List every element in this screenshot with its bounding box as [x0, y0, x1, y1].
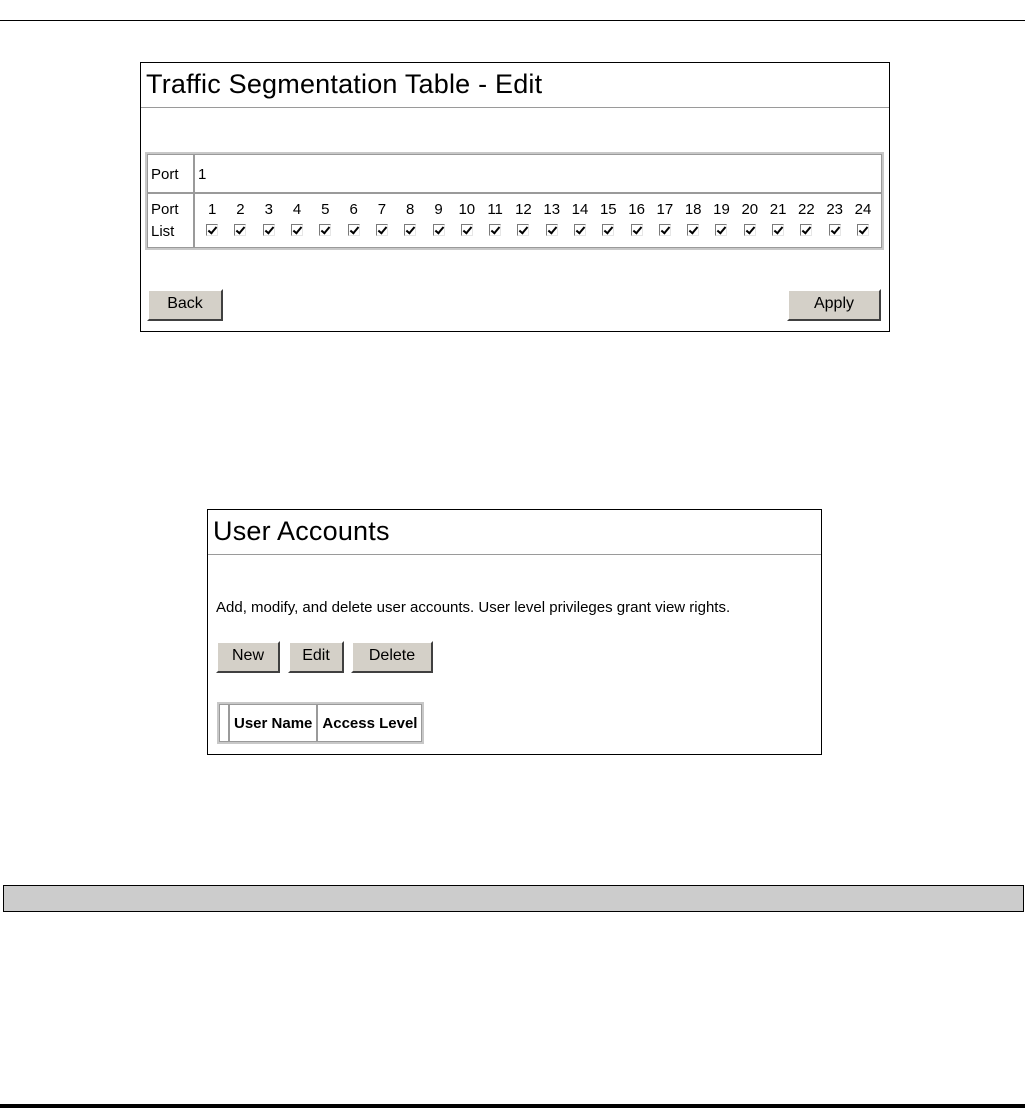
- back-button[interactable]: Back: [147, 289, 223, 321]
- port-number: 22: [798, 201, 815, 218]
- port-column: [396, 199, 424, 247]
- port-column: [622, 199, 650, 247]
- port-column: [339, 199, 367, 247]
- table-row: [147, 154, 882, 193]
- port-list-label-line1: Port: [151, 201, 179, 218]
- port-checkbox[interactable]: [772, 224, 784, 236]
- port-column: [764, 199, 792, 247]
- port-number: 24: [854, 201, 872, 218]
- delete-button[interactable]: Delete: [351, 641, 433, 673]
- port-number: 11: [487, 201, 503, 218]
- port-checkbox[interactable]: [376, 224, 388, 236]
- port-column: [538, 199, 566, 247]
- port-checkbox[interactable]: [715, 224, 727, 236]
- port-number: 13: [543, 201, 561, 218]
- port-value: 1: [194, 154, 882, 193]
- port-checkbox[interactable]: [659, 224, 671, 236]
- port-list-label-line2: List: [151, 223, 175, 240]
- port-column: [821, 199, 849, 247]
- port-number: 12: [515, 201, 532, 218]
- port-checkbox[interactable]: [744, 224, 756, 236]
- port-column: [424, 199, 452, 247]
- port-number: 2: [236, 201, 245, 218]
- port-checkbox[interactable]: [234, 224, 246, 236]
- port-column: [255, 199, 283, 247]
- port-column: [792, 199, 820, 247]
- port-column: [453, 199, 481, 247]
- select-column-header: [219, 704, 229, 742]
- port-number: 6: [349, 201, 358, 218]
- port-column: [311, 199, 339, 247]
- port-number: 19: [713, 201, 730, 218]
- top-rule: [0, 20, 1025, 21]
- port-number: 10: [458, 201, 476, 218]
- port-number: 3: [264, 201, 273, 218]
- column-header-user-name: User Name: [229, 704, 317, 742]
- traffic-segmentation-panel: [140, 62, 890, 332]
- port-column: [594, 199, 622, 247]
- user-accounts-panel: [207, 509, 822, 755]
- port-column: [566, 199, 594, 247]
- title-divider: [141, 107, 889, 109]
- port-checkbox[interactable]: [433, 224, 445, 236]
- port-checkbox[interactable]: [206, 224, 218, 236]
- apply-button[interactable]: Apply: [787, 289, 881, 321]
- port-checkbox[interactable]: [687, 224, 699, 236]
- port-column: [198, 199, 226, 247]
- table-row: [147, 193, 882, 248]
- port-number: 8: [406, 201, 415, 218]
- port-column: [651, 199, 679, 247]
- new-button[interactable]: New: [216, 641, 280, 673]
- port-number: 5: [321, 201, 330, 218]
- description-text: Add, modify, and delete user accounts. User level privileges grant view rights.: [216, 599, 731, 616]
- port-checkbox[interactable]: [263, 224, 275, 236]
- port-checkbox[interactable]: [517, 224, 529, 236]
- port-label: Port: [147, 154, 194, 193]
- user-accounts-table: [217, 702, 424, 744]
- port-number: 7: [377, 201, 387, 218]
- port-list-label: [147, 193, 194, 248]
- bottom-rule: [0, 1104, 1025, 1108]
- port-column: [481, 199, 509, 247]
- edit-button[interactable]: Edit: [288, 641, 344, 673]
- title-divider: [208, 554, 821, 556]
- port-checkbox[interactable]: [857, 224, 869, 236]
- page-title: User Accounts: [213, 516, 390, 546]
- column-header-access-level: Access Level: [317, 704, 422, 742]
- port-column: [707, 199, 735, 247]
- port-checkbox[interactable]: [291, 224, 303, 236]
- port-checkbox[interactable]: [461, 224, 473, 236]
- port-checkbox[interactable]: [489, 224, 501, 236]
- port-column: [679, 199, 707, 247]
- port-number: 15: [599, 201, 617, 218]
- port-checkbox[interactable]: [602, 224, 614, 236]
- port-checkbox[interactable]: [404, 224, 416, 236]
- port-number: 1: [207, 201, 217, 218]
- port-column: [368, 199, 396, 247]
- section-bar: [3, 885, 1024, 912]
- port-number: 23: [826, 201, 844, 218]
- port-number: 9: [434, 201, 443, 218]
- port-column: [736, 199, 764, 247]
- port-number: 21: [769, 201, 787, 218]
- port-column: [509, 199, 537, 247]
- port-number: 18: [684, 201, 702, 218]
- port-number: 4: [292, 201, 302, 218]
- port-list: [194, 193, 882, 248]
- port-checkbox[interactable]: [631, 224, 643, 236]
- port-checkbox[interactable]: [574, 224, 586, 236]
- port-number: 17: [656, 201, 674, 218]
- port-checkbox[interactable]: [319, 224, 331, 236]
- port-number: 20: [741, 201, 759, 218]
- port-checkbox[interactable]: [348, 224, 360, 236]
- page-title: Traffic Segmentation Table - Edit: [146, 69, 543, 99]
- port-number: 14: [571, 201, 589, 218]
- port-checkbox[interactable]: [546, 224, 558, 236]
- port-column: [226, 199, 254, 247]
- segmentation-table: [145, 152, 884, 250]
- port-column: [849, 199, 877, 247]
- port-number: 16: [628, 201, 645, 218]
- port-checkbox[interactable]: [829, 224, 841, 236]
- port-checkbox[interactable]: [800, 224, 812, 236]
- port-column: [283, 199, 311, 247]
